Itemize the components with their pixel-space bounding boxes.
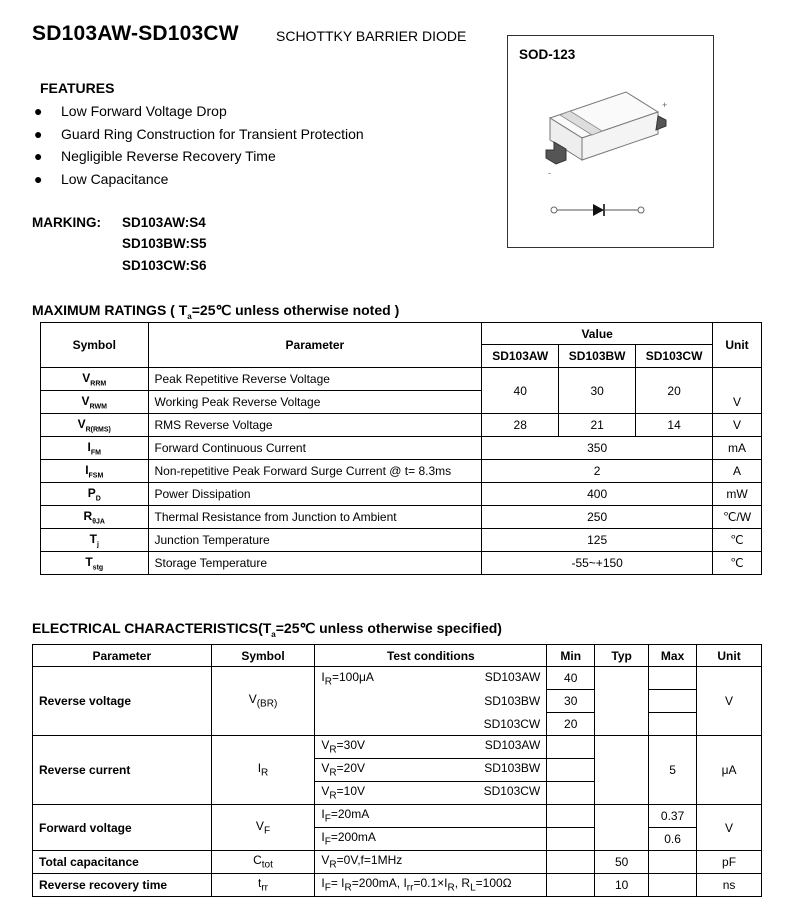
min-cell: 20 [547,713,595,736]
header-symbol: Symbol [211,645,315,667]
header-unit: Unit [697,645,762,667]
unit-cell: A [713,460,762,483]
table-row [41,437,762,460]
min-cell [547,805,595,828]
value-cell: 14 [636,414,713,437]
typ-cell [595,805,649,851]
unit-cell: pF [697,851,762,874]
table-row [33,736,762,759]
parameter-cell: Reverse voltage [33,667,212,736]
header-test-conditions: Test conditions [315,645,547,667]
marking-label: MARKING: [32,215,101,230]
value-cell: 125 [482,529,713,552]
bullet-icon: ● [34,148,43,164]
features-list [32,100,364,190]
parameter-cell: Total capacitance [33,851,212,874]
symbol-cell: $I_{FSM}$ [41,460,149,483]
header-model: SD103CW [636,345,713,368]
value-cell: 20 [636,368,713,414]
max-ratings-table [40,322,762,575]
min-cell [547,828,595,851]
header-model: SD103BW [559,345,636,368]
parameter-cell: Peak Repetitive Reverse Voltage [148,368,482,391]
symbol-cell: $C_{tot}$ [211,851,315,874]
table-row [41,414,762,437]
unit-cell [713,368,762,391]
plus-mark: + [662,100,668,110]
max-cell [649,713,697,736]
condition-cell: SD103BW [315,690,547,713]
symbol-cell: $R_{\theta JA}$ [41,506,149,529]
bullet-icon: ● [34,125,43,142]
typ-cell [595,736,649,805]
max-cell [649,667,697,690]
max-cell [649,690,697,713]
unit-cell: mW [713,483,762,506]
parameter-cell: Thermal Resistance from Junction to Ambient [148,506,482,529]
min-cell [547,874,595,897]
condition-cell: $V_R=30V$ SD103AW [315,736,547,759]
symbol-cell: $V_{RWM}$ [41,391,149,414]
symbol-cell: $T_{stg}$ [41,552,149,575]
max-cell: 0.37 [649,805,697,828]
table-row [41,506,762,529]
header-parameter: Parameter [148,323,482,368]
marking-value: SD103BW:S5 [122,236,207,251]
max-cell [649,874,697,897]
condition-cell: $V_R=0V,f=1MHz$ [315,851,547,874]
package-drawing [508,36,715,249]
parameter-cell: Reverse current [33,736,212,805]
header-model: SD103AW [482,345,559,368]
minus-mark: - [548,168,551,178]
value-cell: 250 [482,506,713,529]
condition-cell: $I_F=200mA$ [315,828,547,851]
unit-cell: V [713,414,762,437]
value-cell: 21 [559,414,636,437]
parameter-cell: Forward voltage [33,805,212,851]
value-cell: 40 [482,368,559,414]
table-row [41,483,762,506]
header-max: Max [649,645,697,667]
symbol-cell: $V_F$ [211,805,315,851]
condition-cell: $I_R=100\mu A$ SD103AW [315,667,547,690]
package-name: SOD-123 [519,47,576,62]
feature-item: ● Low Capacitance [32,168,364,191]
table-row [33,667,762,690]
header-value: Value [482,323,713,345]
unit-cell: V [713,391,762,414]
unit-cell: V [697,805,762,851]
parameter-cell: Reverse recovery time [33,874,212,897]
unit-cell: mA [713,437,762,460]
parameter-cell: Storage Temperature [148,552,482,575]
header-parameter: Parameter [33,645,212,667]
unit-cell: ns [697,874,762,897]
value-cell: 2 [482,460,713,483]
feature-item: ● Negligible Reverse Recovery Time [32,145,364,168]
symbol-cell: $P_D$ [41,483,149,506]
diode-symbol-icon [551,204,644,216]
min-cell [547,759,595,782]
marking-value: SD103AW:S4 [122,215,206,230]
parameter-cell: RMS Reverse Voltage [148,414,482,437]
table-row [41,529,762,552]
min-cell [547,782,595,805]
header-unit: Unit [713,323,762,368]
parameter-cell: Junction Temperature [148,529,482,552]
feature-item: ● Guard Ring Construction for Transient Protection [32,123,364,146]
symbol-cell: $I_R$ [211,736,315,805]
table-row [41,552,762,575]
condition-cell: $V_R=20V$ SD103BW [315,759,547,782]
table-row [33,874,762,897]
package-box [507,35,714,248]
table-row [33,805,762,828]
symbol-cell: $V_{RRM}$ [41,368,149,391]
max-cell: 5 [649,736,697,805]
min-cell [547,851,595,874]
value-cell: 30 [559,368,636,414]
document-title: SD103AW-SD103CW [32,22,239,45]
marking-value: SD103CW:S6 [122,258,207,273]
parameter-cell: Forward Continuous Current [148,437,482,460]
unit-cell: ℃ [713,529,762,552]
unit-cell: V [697,667,762,736]
value-cell: -55~+150 [482,552,713,575]
electrical-table [32,644,762,897]
header-min: Min [547,645,595,667]
condition-cell: $V_R=10V$ SD103CW [315,782,547,805]
min-cell [547,736,595,759]
condition-cell: $I_F= I_R=200mA$, $I_{rr}=0.1\times I_R$, $R_L=100\Omega$ [315,874,547,897]
max-cell: 0.6 [649,828,697,851]
document-subtitle: SCHOTTKY BARRIER DIODE [276,28,467,44]
typ-cell [595,667,649,736]
parameter-cell: Power Dissipation [148,483,482,506]
table-row [33,851,762,874]
bullet-icon: ● [34,170,43,187]
header-typ: Typ [595,645,649,667]
max-ratings-title: MAXIMUM RATINGS ( $T_a=25℃$ unless otherwise noted ) [32,302,400,321]
max-cell [649,851,697,874]
unit-cell: ℃ [713,552,762,575]
condition-cell: $I_F=20mA$ [315,805,547,828]
typ-cell: 10 [595,874,649,897]
features-heading: FEATURES [40,80,115,96]
feature-item: ● Low Forward Voltage Drop [32,100,364,123]
table-row [41,368,762,391]
symbol-cell: $I_{FM}$ [41,437,149,460]
value-cell: 28 [482,414,559,437]
condition-cell: SD103CW [315,713,547,736]
table-row [41,460,762,483]
header-symbol: Symbol [41,323,149,368]
value-cell: 400 [482,483,713,506]
package-lead-right-icon [656,116,666,130]
unit-cell: ℃/W [713,506,762,529]
symbol-cell: $t_{rr}$ [211,874,315,897]
typ-cell: 50 [595,851,649,874]
value-cell: 350 [482,437,713,460]
min-cell: 40 [547,667,595,690]
unit-cell: μA [697,736,762,805]
parameter-cell: Non-repetitive Peak Forward Surge Current @ t= 8.3ms [148,460,482,483]
symbol-cell: $V_{R(RMS)}$ [41,414,149,437]
symbol-cell: $T_j$ [41,529,149,552]
symbol-cell: $V_{(BR)}$ [211,667,315,736]
electrical-title: ELECTRICAL $CHARACTERISTICS(T_a=25℃$ unless otherwise specified) [32,620,502,639]
bullet-icon: ● [34,103,43,119]
min-cell: 30 [547,690,595,713]
parameter-cell: Working Peak Reverse Voltage [148,391,482,414]
